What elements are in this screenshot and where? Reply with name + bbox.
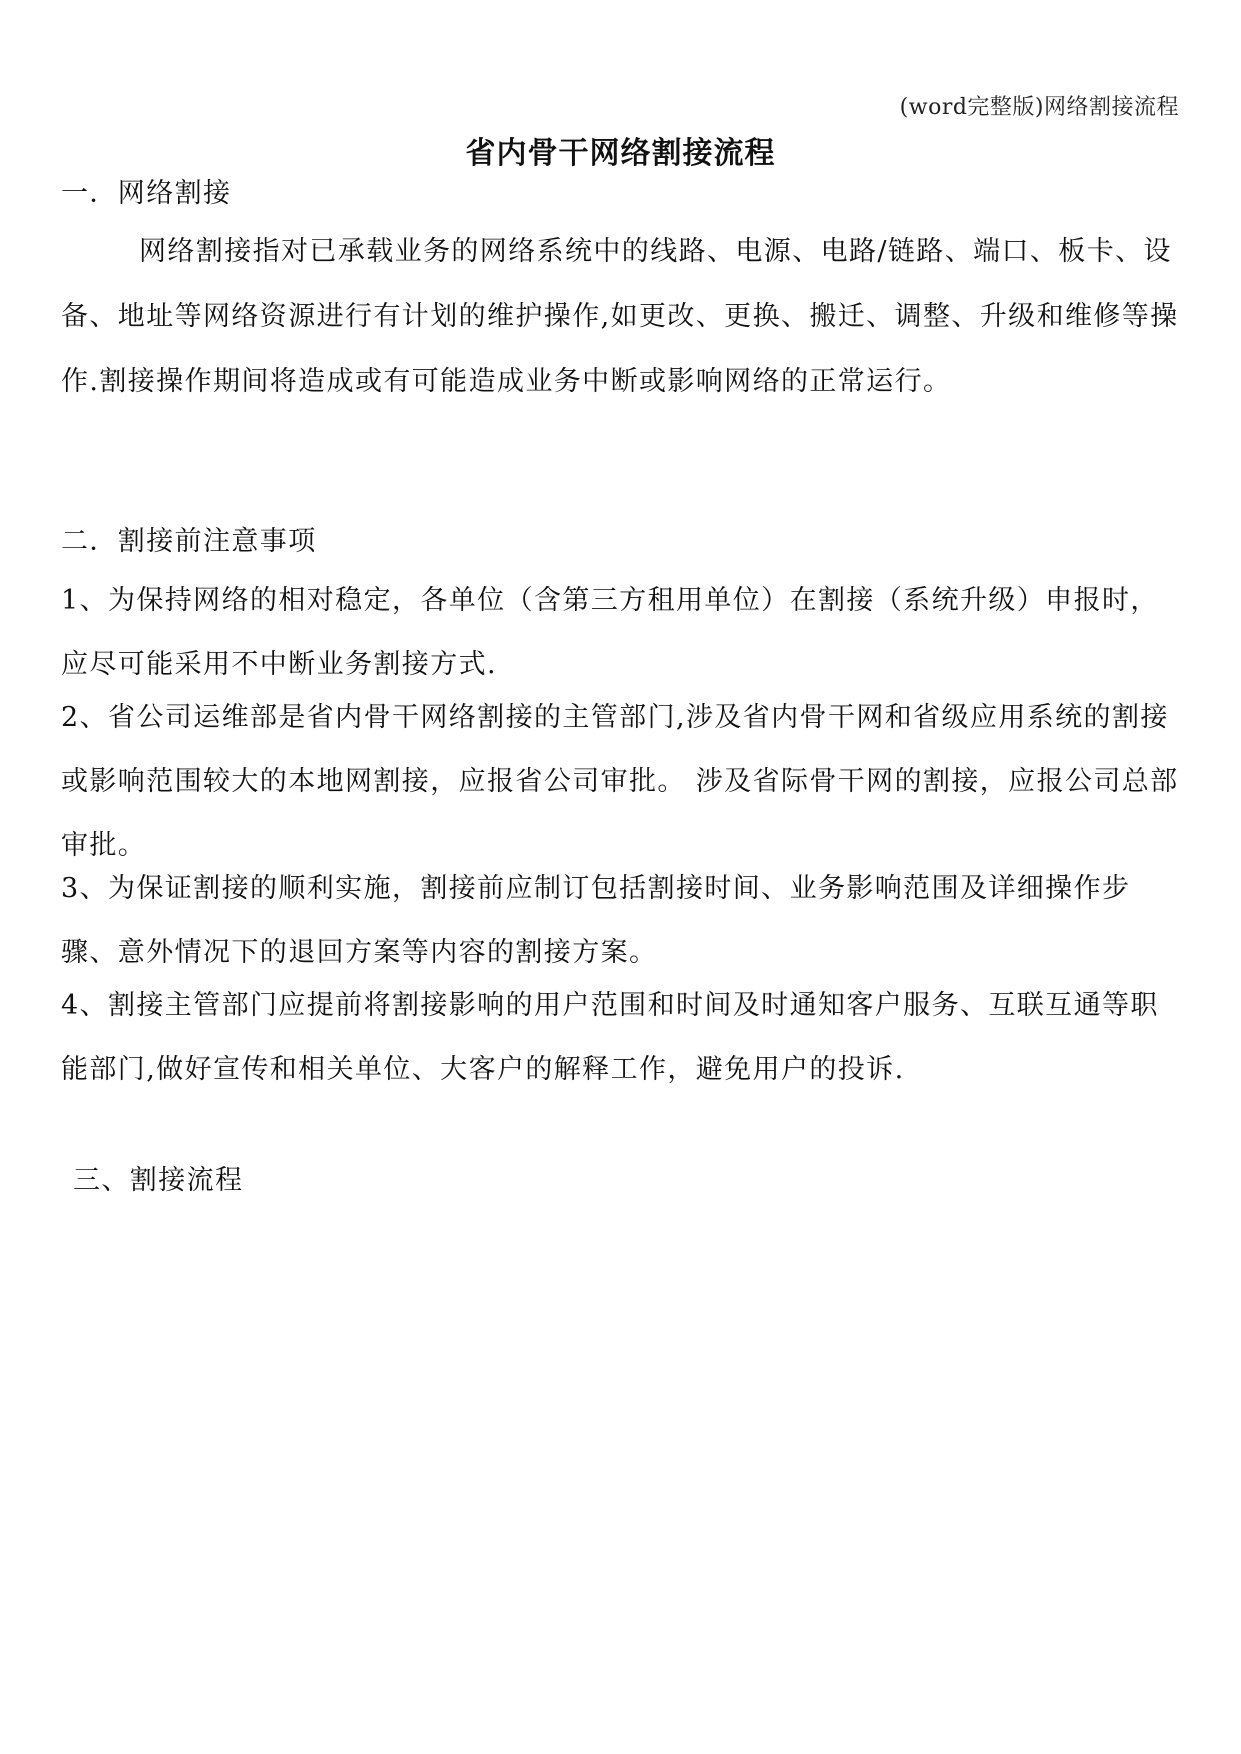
list-item-4: 4、割接主管部门应提前将割接影响的用户范围和时间及时通知客户服务、互联互通等职能部门,做好宣传和相关单位、大客户的解释工作，避免用户的投诉. — [61, 990, 1159, 1085]
section-2-heading: 二．割接前注意事项 — [61, 526, 317, 557]
list-item-2: 2、省公司运维部是省内骨干网络割接的主管部门,涉及省内骨干网和省级应用系统的割接或影响范围较大的本地网割接，应报省公司审批。 涉及省际骨干网的割接，应报公司总部审批。 — [61, 702, 1179, 861]
list-item-1: 1、为保持网络的相对稳定，各单位（含第三方租用单位）在割接（系统升级）申报时，应尽可能采用不中断业务割接方式. — [61, 585, 1159, 680]
section-1-heading: 一．网络割接 — [61, 178, 232, 209]
section-1-paragraph: 网络割接指对已承载业务的网络系统中的线路、电源、电路/链路、端口、板卡、设备、地址等网络资源进行有计划的维护操作,如更改、更换、搬迁、调整、升级和维修等操作.割接操作期间将造成或有可能造成业务中断或影响网络的正常运行。 — [61, 236, 1179, 397]
section-3-heading: 三、割接流程 — [73, 1165, 244, 1196]
document-title: 省内骨干网络割接流程 — [465, 136, 776, 171]
list-item-3: 3、为保证割接的顺利实施，割接前应制订包括割接时间、业务影响范围及详细操作步骤、意外情况下的退回方案等内容的割接方案。 — [61, 873, 1131, 968]
running-header: (word完整版)网络割接流程 — [899, 95, 1179, 120]
